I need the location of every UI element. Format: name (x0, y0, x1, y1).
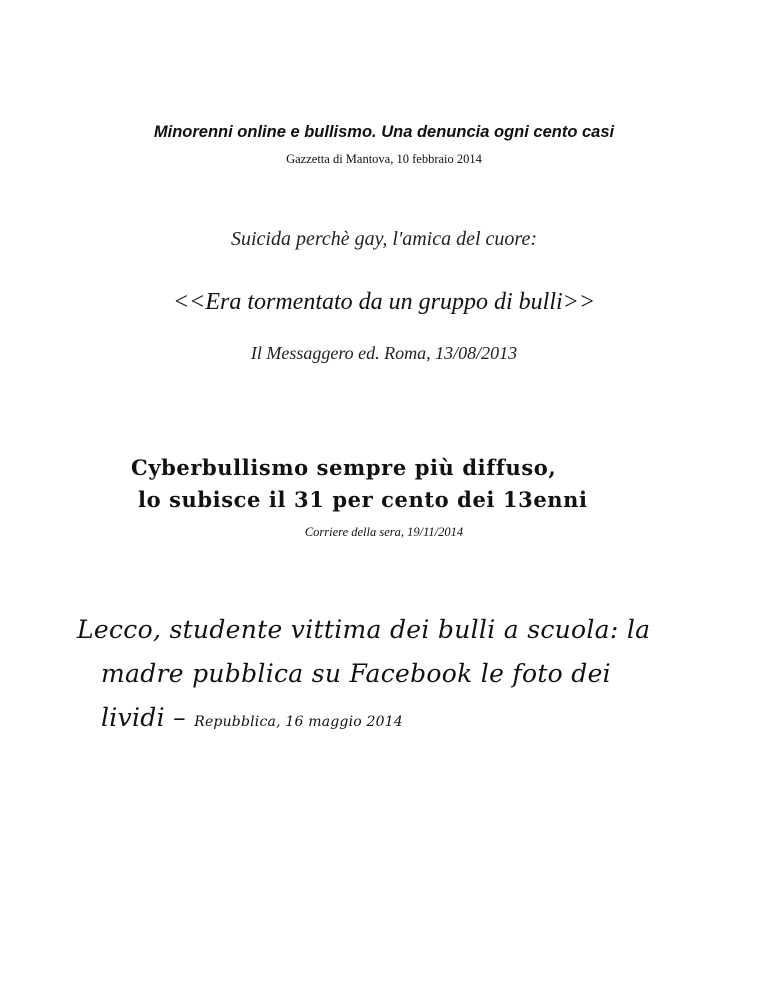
headline-1-source: Gazzetta di Mantova, 10 febbraio 2014 (286, 152, 482, 166)
headline-4-title-line-3-text: lividi – (101, 703, 195, 732)
headline-2-source: Il Messaggero ed. Roma, 13/08/2013 (250, 343, 518, 363)
headline-4-title-line-3 (101, 703, 403, 732)
headline-4-title-line-1: Lecco, studente vittima dei bulli a scuola: la (77, 615, 651, 644)
headline-2-title-line-2: <<Era tormentato da un gruppo di bulli>> (172, 289, 596, 315)
headline-1-title: Minorenni online e bullismo. Una denuncia ogni cento casi (153, 123, 615, 141)
headline-3-source: Corriere della sera, 19/11/2014 (304, 525, 464, 539)
headline-4-title-line-2: madre pubblica su Facebook le foto dei (101, 659, 611, 688)
headline-4-source: Repubblica, 16 maggio 2014 (194, 714, 403, 730)
headline-2-title-line-1: Suicida perchè gay, l'amica del cuore: (230, 228, 538, 250)
headline-3-title-line-2: lo subisce il 31 per cento dei 13enni (138, 487, 588, 512)
headline-3-title-line-1: Cyberbullismo sempre più diffuso, (131, 455, 557, 480)
